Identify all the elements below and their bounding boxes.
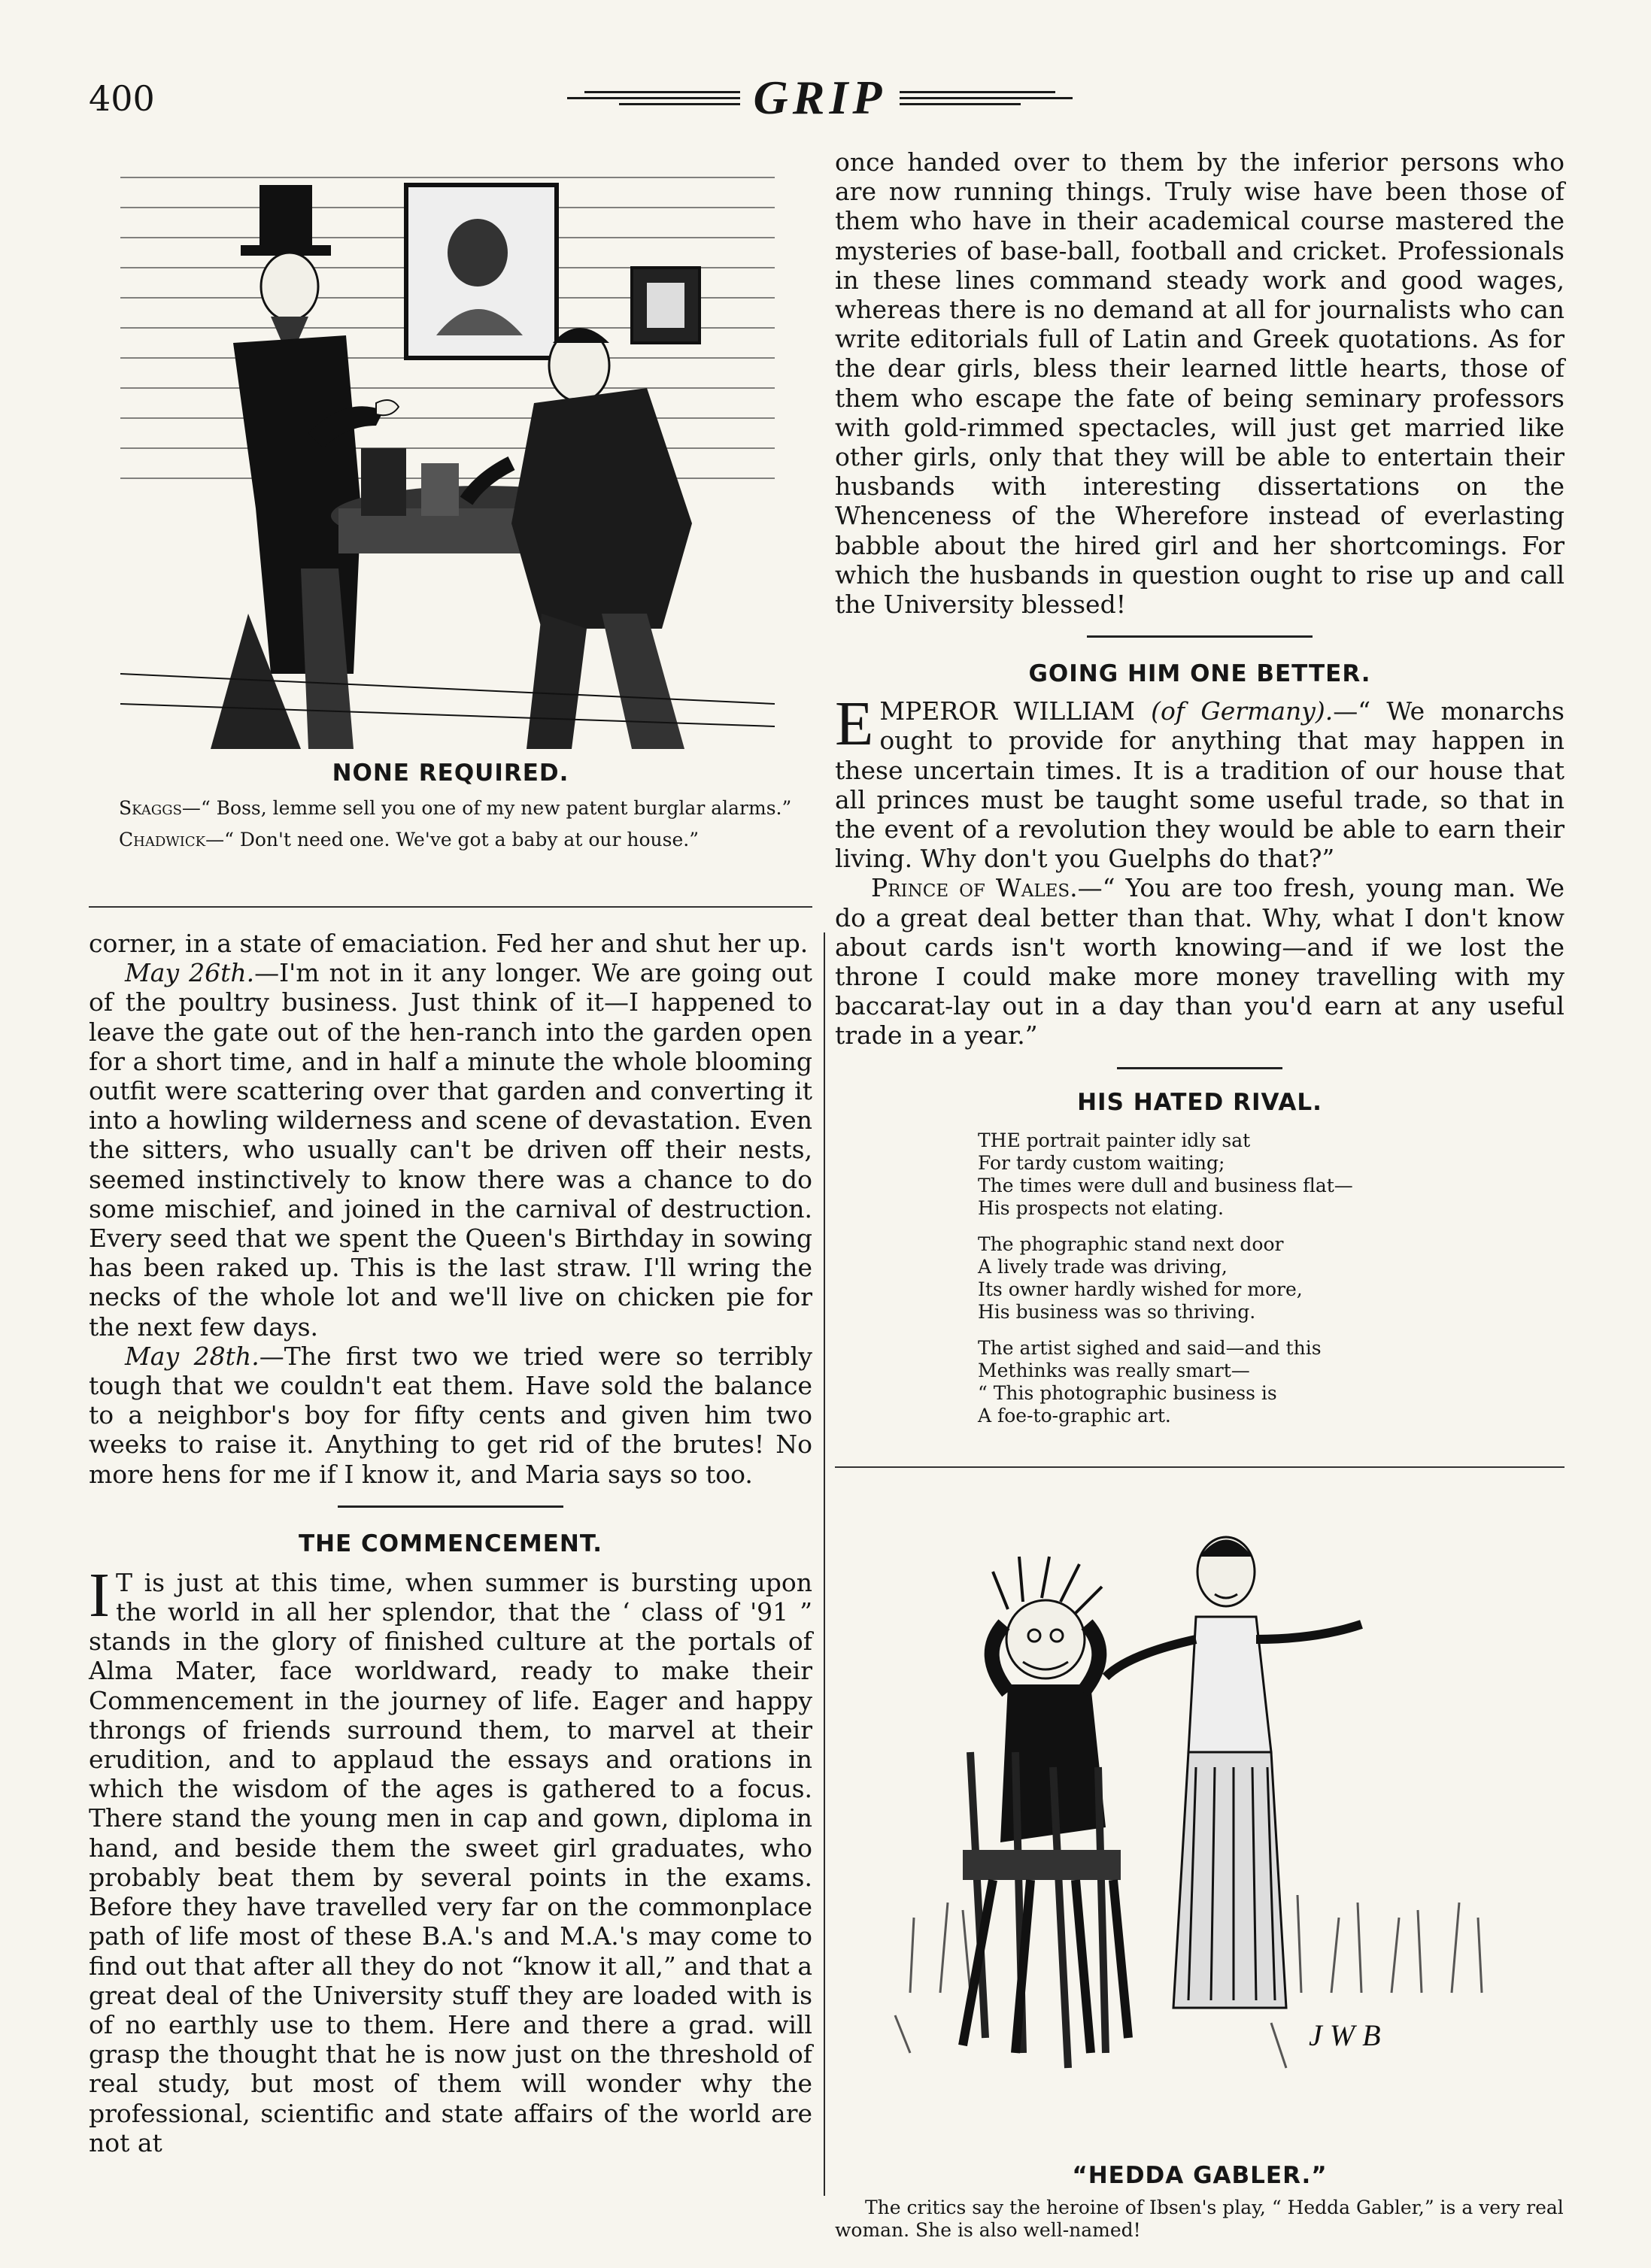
poem-line: The phographic stand next door <box>978 1233 1284 1255</box>
commencement-heading: THE COMMENCEMENT. <box>298 1530 603 1557</box>
poem-line: Its owner hardly wished for more, <box>978 1278 1303 1300</box>
caption-text-1: “ Boss, lemme sell you one of my new patent burglar alarms.” <box>200 797 792 819</box>
caption-line-1 <box>89 797 812 820</box>
poem-line: The times were dull and business flat— <box>978 1174 1353 1196</box>
section-separator <box>338 1505 563 1508</box>
masthead-title: GRIP <box>753 71 887 124</box>
right-column <box>835 147 1565 1427</box>
poem-line: A lively trade was driving, <box>978 1255 1228 1278</box>
poem-line: Methinks was really smart— <box>978 1359 1250 1381</box>
going-speaker-2: Prince of Wales. <box>871 873 1078 903</box>
cartoon-hedda-gabler-caption <box>835 2162 1565 2242</box>
going-text-2: —“ You are too fresh, young man. We do a great deal better than that. Why, what I don't know about cards isn't worth knowing—and if we lost the throne I could make more money travelling with my baccarat-lay out in a day than you'd earn at any useful trade in a year.” <box>835 873 1565 1051</box>
poem-line: “ This photographic business is <box>978 1381 1277 1404</box>
going-text-1: —“ We monarchs ought to provide for anything that may happen in these uncertain times. It is a tradition of our house that all princes must be taught some useful trade, so that in the event of a revolution they would be able to earn their living. Why don't you Guelphs do that?” <box>835 696 1565 874</box>
hedda-gabler-title: “HEDDA GABLER.” <box>1072 2162 1328 2189</box>
masthead <box>527 69 1113 126</box>
diary-paragraph-1: corner, in a state of emaciation. Fed her and shut her up. <box>89 929 809 958</box>
going-speaker-1: MPEROR WILLIAM <box>879 696 1135 726</box>
column-rule <box>824 932 825 2196</box>
poem-line: For tardy custom waiting; <box>978 1151 1225 1174</box>
commencement-paragraph <box>89 1560 812 2157</box>
poem-line: The artist sighed and said—and this <box>978 1336 1322 1359</box>
masthead-rule-left <box>567 91 740 105</box>
his-hated-rival-heading: HIS HATED RIVAL. <box>1077 1088 1322 1116</box>
going-paragraph-2 <box>835 873 1565 1050</box>
going-speaker-1-paren: (of Germany). <box>1151 696 1334 726</box>
artist-signature: J W B <box>1309 2018 1381 2052</box>
cartoon-bottom-rule <box>89 906 812 908</box>
diary-paragraph-2 <box>89 958 812 1342</box>
section-separator <box>1087 635 1313 638</box>
caption-line-2 <box>89 829 812 851</box>
diary-text-may-28: —The first two we tried were so terribly tough that we couldn't eat them. Have sold the balance to a neighbor's boy for fifty cents and given him two weeks to raise it. Anything to get rid of the brutes! No more hens for me if I know it, and Maria says so too. <box>89 1341 813 1489</box>
poem-bottom-rule <box>835 1466 1565 1468</box>
section-separator <box>1117 1067 1282 1069</box>
caption-speaker-1: Skaggs— <box>119 797 201 819</box>
caption-text-2: “ Don't need one. We've got a baby at our house.” <box>224 829 699 850</box>
poem-line: THE portrait painter idly sat <box>978 1129 1251 1151</box>
left-column <box>89 929 812 2157</box>
cartoon-title: NONE REQUIRED. <box>332 760 569 787</box>
going-paragraph-1 <box>835 689 1565 874</box>
cartoon-none-required-illustration <box>120 147 775 749</box>
diary-paragraph-3 <box>89 1342 812 1489</box>
hedda-gabler-caption-text: The critics say the heroine of Ibsen's play, “ Hedda Gabler,” is a very real woman. She is also well-named! <box>835 2197 1564 2241</box>
diary-date-may-28: May 28th. <box>125 1341 259 1371</box>
poem-line: His prospects not elating. <box>978 1196 1224 1219</box>
diary-date-may-26: May 26th. <box>125 958 255 988</box>
caption-speaker-2: Chadwick— <box>119 829 225 850</box>
going-dropcap: E <box>835 689 874 760</box>
poem-line: A foe-to-graphic art. <box>978 1404 1171 1427</box>
commencement-dropcap: I <box>89 1560 110 1630</box>
commencement-text: T is just at this time, when summer is bursting upon the world in all her splendor, that the ‘ class of '91 ” stands in the glory of finished culture at the portals of Alma Mater, face worldward, ready to make their Commencement in the journey of life. Eager and happy throngs of friends surround them, to marvel at their erudition, and to applaud the essays and orations in which the wisdom of the ages is gathered to a focus. There stand the young men in cap and gown, diploma in hand, and beside them the sweet girl graduates, who probably beat them by several points in the exams. Before they have travelled very far on the commonplace path of life most of these B.A.'s and M.A.'s may come to find out that after all they do not “know it all,” and that a great deal of the University stuff they are loaded with is of no earthly use to them. Here and there a grad. will grasp the thought that he is now just on the threshold of real study, but most of them will wonder why the professional, scientific and state affairs of the world are not at <box>89 1567 812 2157</box>
page-number: 400 <box>89 78 155 119</box>
cartoon-none-required-caption <box>89 760 812 851</box>
poem <box>978 1129 1565 1427</box>
going-him-one-better-heading: GOING HIM ONE BETTER. <box>1028 660 1371 688</box>
masthead-rule-right <box>900 91 1073 105</box>
poem-line: His business was so thriving. <box>978 1300 1256 1323</box>
commencement-continued: once handed over to them by the inferior persons who are now running things. Truly wise have been those of them who have in their academical course mastered the mysteries of base-ball, football and cricket. Professionals in these lines command steady work and good wages, whereas there is no demand at all for journalists who can write editorials full of Latin and Greek quotations. As for the dear girls, bless their learned little hearts, those of them who escape the fate of being seminary professors with gold-rimmed spectacles, will just get married like other girls, only that they will be able to entertain their husbands with interesting dissertations on the Whenceness of the Wherefore instead of everlasting babble about the hired girl and her shortcomings. For which the husbands in question ought to rise up and call the University blessed! <box>835 147 1565 620</box>
cartoon-hedda-gabler-illustration <box>880 1527 1527 2143</box>
diary-text-may-26: —I'm not in it any longer. We are going out of the poultry business. Just think of it—I happened to leave the gate out of the hen-ranch into the garden open for a short time, and in half a minute the whole blooming outfit were scattering over that garden and converting it into a howling wilderness and scene of devastation. Even the sitters, who usually can't be driven off their nests, seemed instinctively to know there was a chance to do some mischief, and joined in the carnival of destruction. Every seed that we spent the Queen's Birthday in sowing has been raked up. This is the last straw. I'll wring the necks of the whole lot and we'll live on chicken pie for the next few days. <box>89 958 812 1342</box>
